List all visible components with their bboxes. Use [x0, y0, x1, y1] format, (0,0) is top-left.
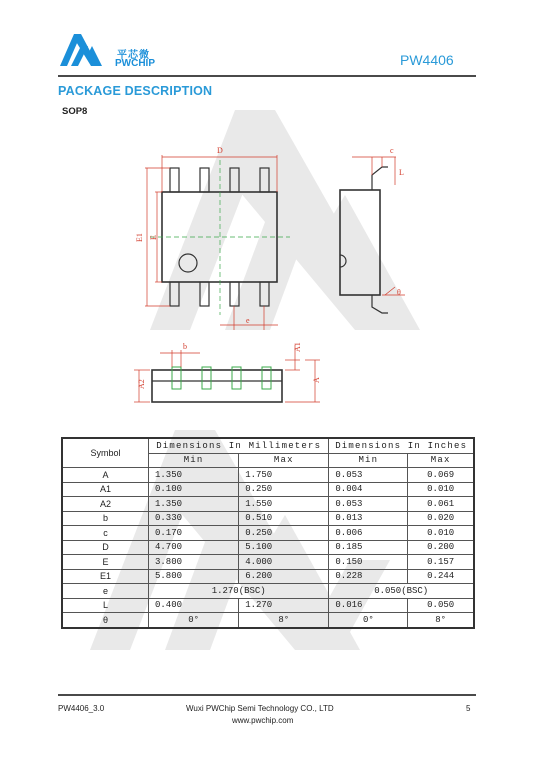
table-row: E1 5.800 6.200 0.228 0.244	[62, 569, 474, 584]
dim-label-A2: A2	[137, 379, 146, 389]
dim-label-E: E	[149, 235, 158, 240]
table-row: b 0.330 0.510 0.013 0.020	[62, 511, 474, 526]
header-inches: Dimensions In Inches	[329, 438, 474, 453]
footer-website: www.pwchip.com	[232, 716, 294, 725]
page-number: 5	[466, 704, 471, 713]
header-in-max: Max	[408, 453, 474, 468]
header-mm-max: Max	[239, 453, 329, 468]
package-name: SOP8	[62, 106, 88, 117]
dim-label-A: A	[312, 377, 321, 383]
footer-divider	[58, 694, 476, 696]
header-millimeters: Dimensions In Millimeters	[149, 438, 329, 453]
table-row: L 0.400 1.270 0.016 0.050	[62, 598, 474, 613]
brand-english-name: PWCHIP	[115, 58, 155, 69]
table-row: c 0.170 0.250 0.006 0.010	[62, 526, 474, 541]
header-in-min: Min	[329, 453, 408, 468]
dim-label-theta: θ	[397, 288, 401, 297]
header-part-number: PW4406	[400, 52, 454, 68]
table-row: E 3.800 4.000 0.150 0.157	[62, 555, 474, 570]
header-mm-min: Min	[149, 453, 239, 468]
dim-label-c: c	[390, 146, 394, 155]
table-row: A 1.350 1.750 0.053 0.069	[62, 468, 474, 483]
dim-label-e: e	[246, 316, 250, 325]
dim-label-L: L	[399, 168, 404, 177]
top-view	[162, 168, 277, 306]
dim-label-E1: E1	[135, 233, 144, 242]
table-row: e 1.270(BSC) 0.050(BSC)	[62, 584, 474, 599]
dim-label-D: D	[217, 146, 223, 155]
brand-chinese-name: 平芯微	[117, 50, 150, 61]
table-row: θ 0° 8° 0° 8°	[62, 613, 474, 628]
table-row: D 4.700 5.100 0.185 0.200	[62, 540, 474, 555]
dim-label-b: b	[183, 342, 187, 351]
footer-revision: PW4406_3.0	[58, 704, 105, 713]
table-row: A2 1.350 1.550 0.053 0.061	[62, 497, 474, 512]
side-view	[340, 167, 388, 313]
header-divider	[58, 75, 476, 77]
header-symbol: Symbol	[62, 438, 149, 468]
dimension-table	[61, 437, 475, 629]
footer-company: Wuxi PWChip Semi Technology CO., LTD	[186, 704, 334, 713]
section-title: PACKAGE DESCRIPTION	[58, 84, 213, 98]
package-outline-drawing	[120, 135, 440, 415]
dim-label-A1: A1	[293, 342, 302, 352]
table-row: A1 0.100 0.250 0.004 0.010	[62, 482, 474, 497]
pwchip-logo-icon	[58, 32, 106, 68]
